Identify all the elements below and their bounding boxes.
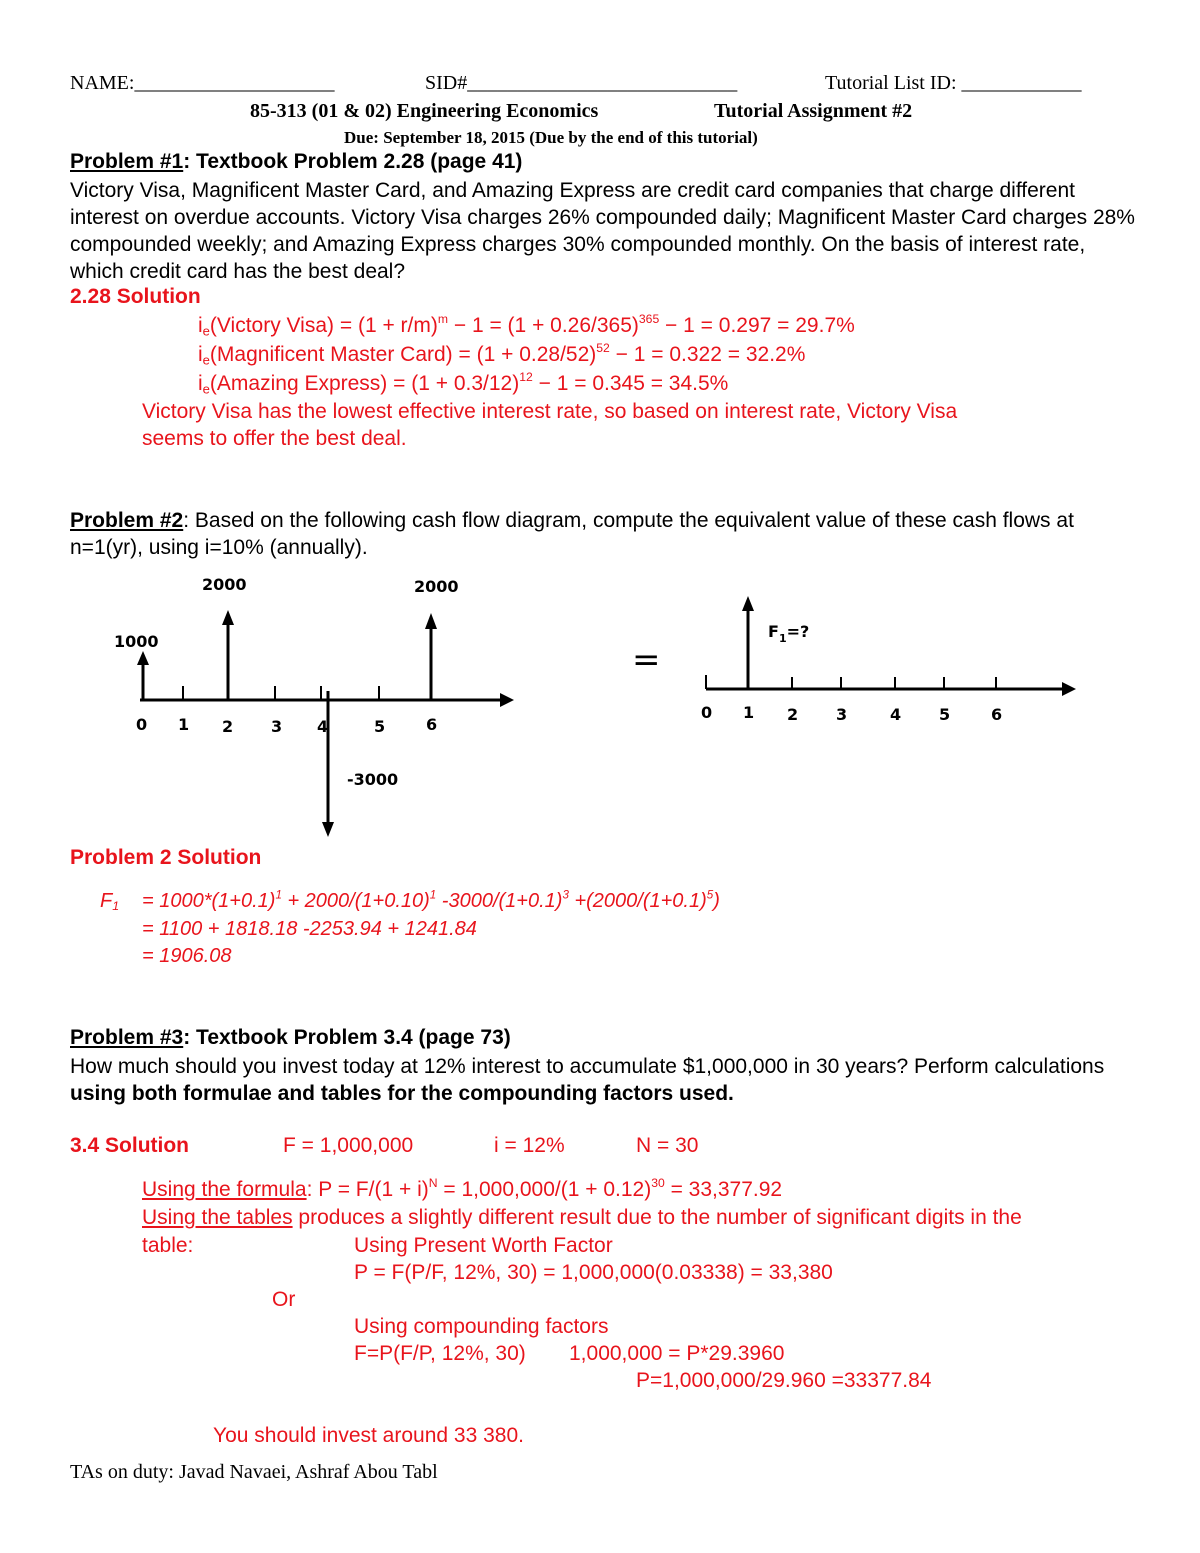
eq-magnificent-master-card: $i_e(Magnificent$ Master Card) = $(1 + 0.28/52)^{52} - 1 = 0.322 = 32.2\%$ (198, 340, 806, 368)
problem1-solution-title: 2.28 Solution (70, 285, 201, 308)
flow-label-6: 2000 (414, 577, 459, 596)
cf-equation-1: F=P(F/P, 12%, 30) (354, 1342, 526, 1365)
formula-line: Using the formula: $P = F/(1 + i)^N = 1,000,000/(1 + 0.12)^{30} = 33,377.92$ (142, 1175, 783, 1201)
sid-field[interactable]: SID#___________________________ (425, 72, 738, 94)
problem2-text (70, 507, 1140, 561)
given-n: N = 30 (636, 1134, 699, 1157)
problem2-text-rest: : Based on the following cash flow diagram, compute the equivalent value of these cash flows at n=1(yr), using i=10% (annually). (70, 509, 1074, 559)
period-label-6: 6 (991, 705, 1003, 724)
period-label-6: 6 (426, 715, 438, 734)
tas-on-duty: TAs on duty: Javad Navaei, Ashraf Abou Tabl (70, 1461, 438, 1483)
table-word: table: (142, 1234, 194, 1257)
unknown-future-value-label: $F_1=$? (768, 622, 810, 645)
period-label-3: 3 (836, 705, 848, 724)
problem1-heading-rest: : Textbook Problem 2.28 (page 41) (183, 150, 523, 173)
problem1-conclusion-line2: seems to offer the best deal. (142, 427, 407, 450)
tutorial-list-field[interactable]: Tutorial List ID: ____________ (825, 72, 1082, 94)
given-i: i = 12% (494, 1134, 565, 1157)
flow-label-2: 2000 (202, 575, 247, 594)
cash-flow-period-4 (316, 691, 364, 825)
problem3-solution-title: 3.4 Solution (70, 1134, 190, 1157)
pw-factor-equation: P = F(P/F, 12%, 30) = 1,000,000(0.03338) = 33,380 (354, 1261, 833, 1284)
period-label-1: 1 (743, 703, 755, 722)
problem3-answer: You should invest around 33 380. (213, 1424, 524, 1447)
eq-victory-visa: $i_e(Victory$ Visa) = $(1 + r/m)^m - 1 = (1 + 0.26/365)^{365} - 1 = 0.297 = 29.7\%$ (198, 311, 855, 339)
tables-line: Using the tables produces a slightly different result due to the number of significant digits in the (142, 1206, 1022, 1229)
flow-label-4: -3000 (347, 770, 399, 789)
period-label-2: 2 (787, 705, 799, 724)
problem2-label: Problem #2 (70, 509, 184, 532)
problem3-label: Problem #3 (70, 1026, 184, 1049)
due-date: Due: September 18, 2015 (Due by the end of this tutorial) (344, 128, 758, 147)
problem3-text: How much should you invest today at 12% interest to accumulate $1,000,000 in 30 years? Perform calculations using both formulae and tables for the compounding factors used. (70, 1055, 1105, 1105)
period-label-5: 5 (374, 717, 386, 736)
period-label-1: 1 (178, 715, 190, 734)
period-label-4: 4 (317, 717, 329, 736)
cf-equation-3: P=1,000,000/29.960 =33377.84 (636, 1369, 932, 1392)
cash-flow-diagram-right (690, 585, 1090, 735)
course-title: 85-313 (01 & 02) Engineering Economics (250, 100, 599, 122)
problem2-eq-line3: = 1906.08 (142, 945, 232, 967)
assignment-title: Tutorial Assignment #2 (714, 100, 913, 122)
period-label-0: 0 (136, 715, 148, 734)
problem1-heading (70, 150, 522, 174)
problem2-eq-line2: = 1100 + 1818.18 -2253.94 + 1241.84 (142, 918, 477, 940)
problem1-label: Problem #1 (70, 150, 184, 173)
period-label-4: 4 (890, 705, 902, 724)
period-label-0: 0 (701, 703, 713, 722)
cash-flow-diagram-left (100, 565, 530, 850)
axis-ticks (183, 686, 379, 700)
flow-label-0: 1000 (114, 632, 159, 651)
period-label-3: 3 (271, 717, 283, 736)
problem2-f-label: $F_1$ (100, 890, 120, 914)
problem1-conclusion-line1: Victory Visa has the lowest effective interest rate, so based on interest rate, Victory Visa (142, 400, 958, 423)
eq-amazing-express: $i_e(Amazing$ Express) = $(1 + 0.3/12)^{12} - 1 = 0.345 = 34.5\%$ (198, 369, 729, 397)
problem1-text: Victory Visa, Magnificent Master Card, and Amazing Express are credit card companies that charge different interest on overdue accounts. Victory Visa charges 26% compounded daily; Magnificent Master Card charges 28% compounded weekly; and Amazing Express charges 30% compounded monthly. On the basis of interest rate, which credit card has the best deal? (70, 179, 1135, 283)
or-label: Or (272, 1288, 296, 1311)
period-label-2: 2 (222, 717, 234, 736)
cf-title: Using compounding factors (354, 1315, 609, 1338)
given-f: F = 1,000,000 (283, 1134, 414, 1157)
equals-sign: = (632, 640, 661, 680)
pw-factor-title: Using Present Worth Factor (354, 1234, 613, 1257)
problem2-solution-title: Problem 2 Solution (70, 846, 262, 869)
problem3-heading (70, 1026, 511, 1050)
name-field[interactable]: NAME:____________________ (70, 72, 335, 94)
period-label-5: 5 (939, 705, 951, 724)
cf-equation-2: 1,000,000 = P*29.3960 (569, 1342, 785, 1365)
problem3-heading-rest: : Textbook Problem 3.4 (page 73) (183, 1026, 511, 1049)
problem2-eq-line1: = $1000*(1+0.1)^1 + 2000/(1+0.10)^1$ $-3000/(1+0.1)^3 +(2000/(1+0.1)^5)$ (142, 888, 720, 912)
